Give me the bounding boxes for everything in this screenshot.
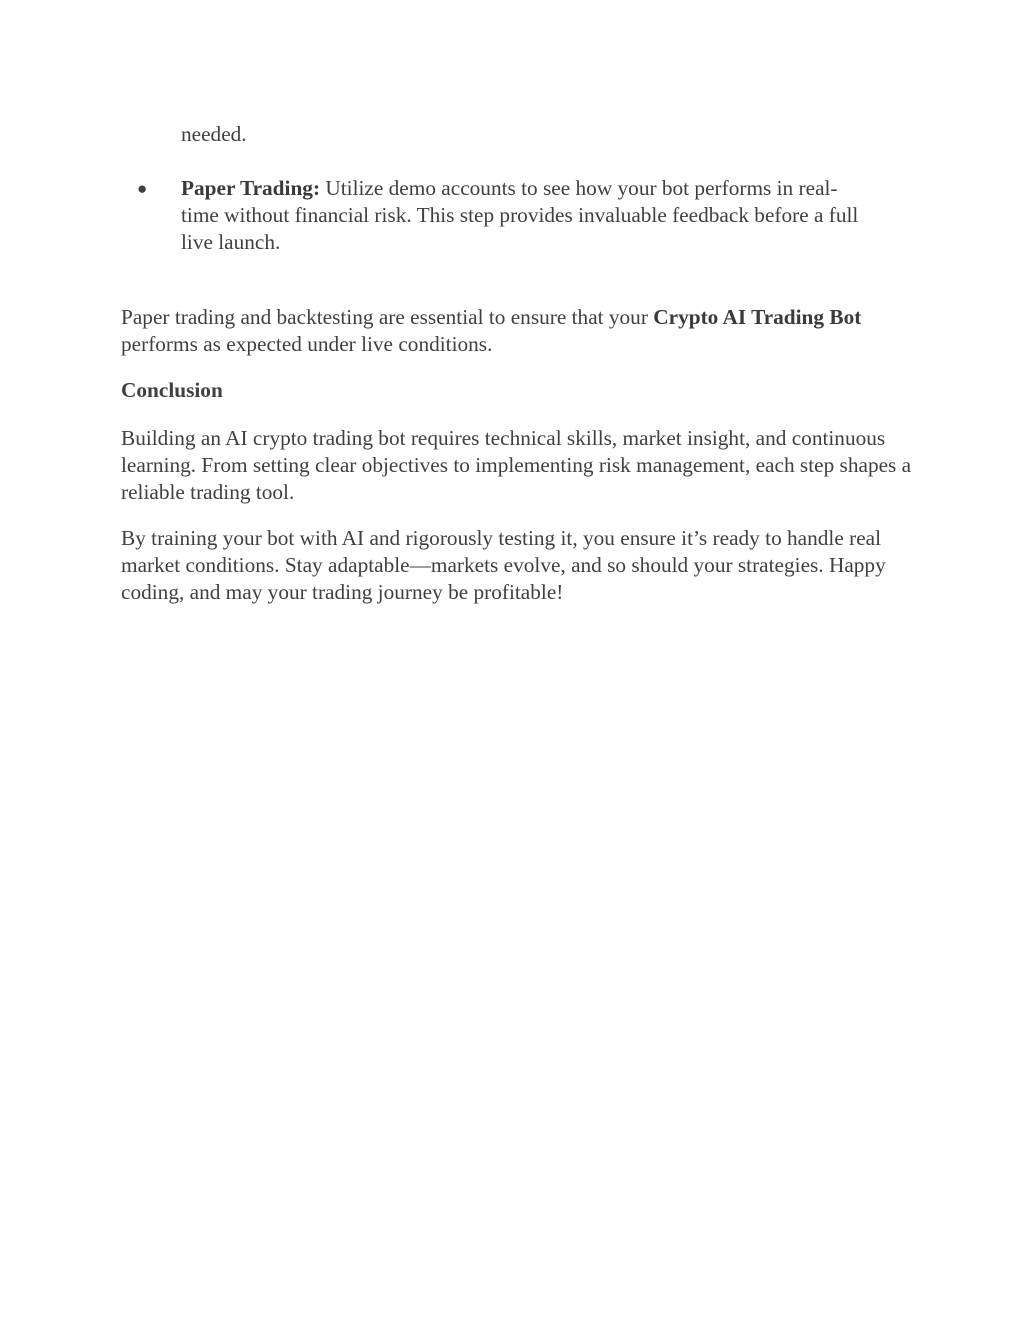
paragraph-text-before: Paper trading and backtesting are essential to ensure that your [121, 305, 654, 329]
bullet-list [0, 175, 1024, 256]
bullet-text: Utilize demo accounts to see how your bot performs in real-time without financial risk. This step provides invaluable feedback before a full live launch. [181, 176, 859, 254]
continued-bullet-text: needed. [181, 122, 247, 146]
paragraph-bold-term: Crypto AI Trading Bot [653, 305, 862, 329]
conclusion-heading: Conclusion [121, 378, 223, 402]
list-item [0, 175, 871, 256]
conclusion-paragraph-1: Building an AI crypto trading bot requires technical skills, market insight, and continuous learning. From setting clear objectives to implementing risk management, each step shapes a reliable trading tool. [121, 426, 912, 504]
paragraph-text-after: performs as expected under live conditions. [121, 332, 493, 356]
conclusion-paragraph-2: By training your bot with AI and rigorously testing it, you ensure it’s ready to handle real market conditions. Stay adaptable—markets evolve, and so should your strategies. Happy coding, and may your trading journey be profitable! [121, 526, 886, 604]
paragraph-summary [121, 304, 921, 358]
bullet-term: Paper Trading: [181, 176, 321, 200]
bullet-dot-icon: ● [137, 179, 148, 198]
